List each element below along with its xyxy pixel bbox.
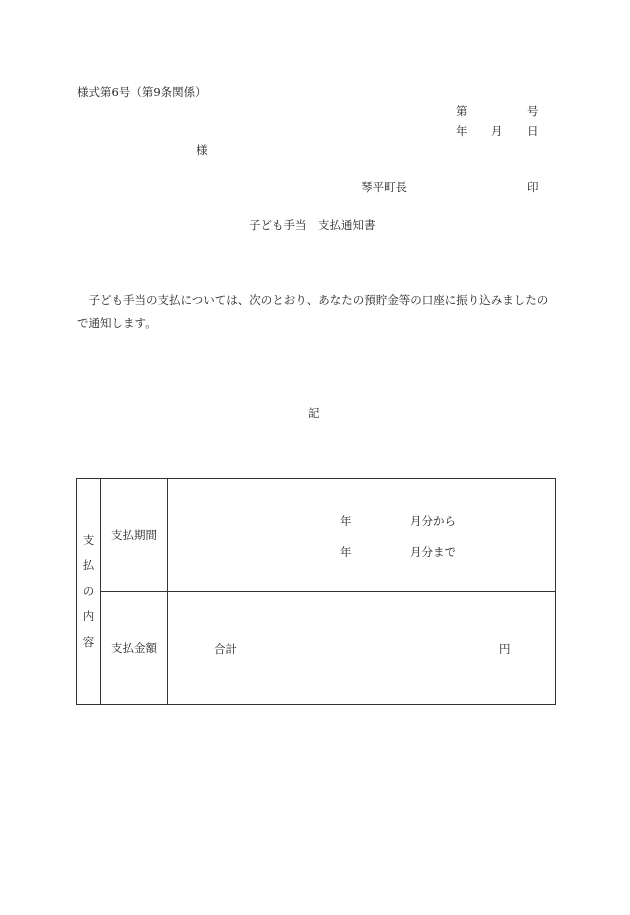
period-cell	[168, 479, 556, 592]
body-text: 子ども手当の支払については、次のとおり、あなたの預貯金等の口座に振り込みましたので通知します。	[77, 293, 549, 330]
amount-label: 支払金額	[101, 592, 168, 705]
addressee-suffix: 様	[196, 143, 208, 157]
date-year: 年	[456, 124, 468, 138]
seal-mark: 印	[527, 180, 539, 194]
issuer-title: 琴平町長	[361, 180, 407, 194]
period-to-month: 月分まで	[410, 545, 456, 559]
payment-details-table	[76, 478, 556, 705]
period-from-month: 月分から	[410, 514, 456, 528]
document-title: 子ども手当 支払通知書	[249, 218, 376, 232]
amount-total-label: 合計	[214, 642, 237, 656]
period-from-year: 年	[340, 514, 352, 528]
date-month: 月	[491, 124, 503, 138]
period-to-year: 年	[340, 545, 352, 559]
period-label: 支払期間	[101, 479, 168, 592]
date-day: 日	[527, 124, 539, 138]
doc-number-prefix: 第	[456, 104, 468, 118]
amount-unit: 円	[499, 642, 511, 656]
payment-content-side-label: 支 払 の 内 容	[77, 479, 101, 705]
form-id: 様式第6号（第9条関係）	[77, 85, 207, 99]
amount-cell	[168, 592, 556, 705]
ki-label: 記	[308, 406, 320, 420]
doc-number-suffix: 号	[527, 104, 539, 118]
